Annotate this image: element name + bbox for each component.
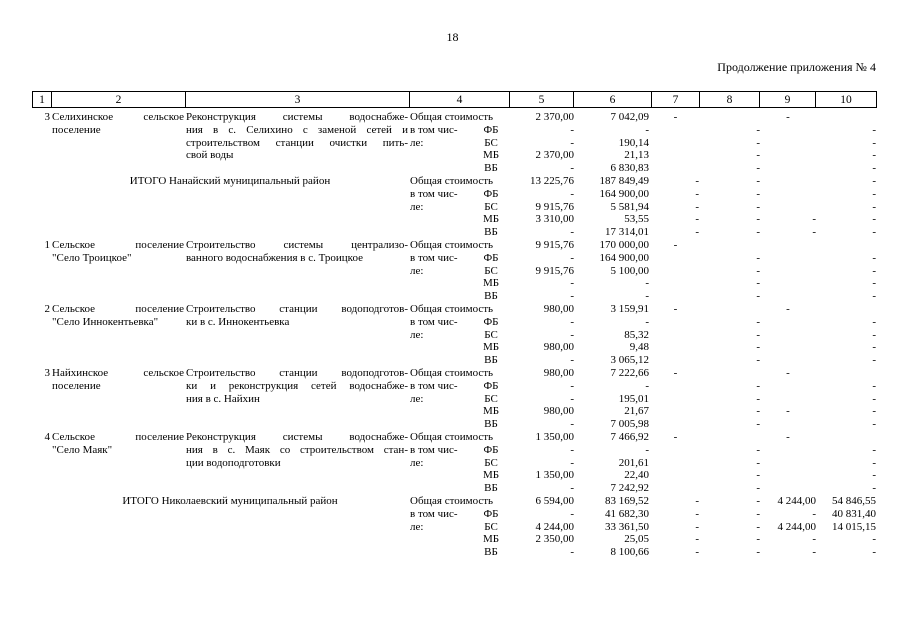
row-number: 4 [44,430,50,443]
funding-source: БС [484,520,498,533]
value-col6: 85,32 [624,328,649,341]
cost-label: ле: [410,200,424,213]
settlement-name: поселение [52,379,101,392]
table-row [32,341,877,354]
value-col5: - [570,226,574,239]
value-col10: - [872,443,876,456]
table-row [32,418,877,431]
value-col8: - [756,341,760,354]
cost-label: Общая стоимость [410,430,494,443]
value-col5: - [570,123,574,136]
table-row [32,149,877,162]
value-col5: 2 370,00 [535,111,574,123]
value-col5: 980,00 [543,341,574,354]
value-col7: - [695,200,699,213]
value-col8: - [756,507,760,520]
value-col9: 4 244,00 [777,520,816,533]
value-col6: 187 849,49 [599,174,649,187]
funding-source: ФБ [483,443,499,456]
value-col10: - [872,418,876,431]
settlement-name: "Село Иннокентьевка" [52,315,159,328]
value-col9: - [812,546,816,559]
funding-source: ВБ [484,546,498,559]
value-col5: 3 310,00 [535,213,574,226]
cost-label: в том чис- [410,123,458,136]
value-col8: - [756,392,760,405]
value-col5: - [570,392,574,405]
funding-source: ВБ [484,162,498,175]
value-col8: - [756,405,760,418]
value-col6: - [645,290,649,303]
value-col6: 41 682,30 [605,507,649,520]
table-row [32,393,877,406]
value-col5: - [570,482,574,495]
value-col5: 2 350,00 [535,533,574,546]
funding-source: ВБ [484,290,498,303]
settlement-name: Найхинское сельское [52,366,184,379]
value-col8: - [756,354,760,367]
value-col10: - [872,482,876,495]
table-row [32,508,877,521]
value-col8: - [756,162,760,175]
row-number: 3 [44,111,50,123]
value-col7: - [695,226,699,239]
table-row [32,111,877,124]
table-row [32,444,877,457]
table-row [32,252,877,265]
value-col10: - [872,533,876,546]
funding-source: МБ [482,213,500,226]
funding-source: ФБ [483,315,499,328]
value-col10: - [872,456,876,469]
value-col6: 5 100,00 [610,264,649,277]
value-col6: 7 005,98 [610,418,649,431]
funding-source: МБ [482,149,500,162]
total-row [32,175,877,239]
value-col5: 980,00 [543,405,574,418]
funding-source: ВБ [484,482,498,495]
value-col9: - [812,533,816,546]
settlement-name: Сельское поселение [52,238,184,251]
project-description: свой воды [186,149,234,162]
settlement-name: Сельское поселение [52,430,184,443]
table-row [32,546,877,559]
value-col8: - [756,315,760,328]
cost-label: в том чис- [410,379,458,392]
value-col5: - [570,418,574,431]
value-col5: 9 915,76 [535,238,574,251]
header-cell: 4 [410,91,510,108]
value-col5: 4 244,00 [535,520,574,533]
value-col5: - [570,136,574,149]
cost-label: Общая стоимость [410,111,494,123]
value-col5: 980,00 [543,366,574,379]
header-cell: 9 [760,91,816,108]
value-col10: - [872,405,876,418]
table-row [32,239,877,252]
settlement-name: "Село Маяк" [52,443,113,456]
cost-label: Общая стоимость [410,366,494,379]
value-col5: 1 350,00 [535,430,574,443]
value-col7: - [673,430,678,443]
project-row [32,367,877,431]
value-col10: - [872,136,876,149]
project-description: ки в с. Иннокентьевка [186,315,290,328]
header-cell: 5 [510,91,574,108]
value-col9: - [812,213,816,226]
value-col6: 83 169,52 [605,494,649,507]
project-description: Реконструкция системы водоснабже- [186,111,408,123]
value-col8: - [756,469,760,482]
value-col6: 170 000,00 [599,238,649,251]
value-col7: - [695,546,699,559]
value-col10: - [872,123,876,136]
value-col10: - [872,315,876,328]
funding-source: ФБ [483,187,499,200]
value-col8: - [756,328,760,341]
funding-source: БС [484,328,498,341]
project-description: Строительство станции водоподготов- [186,366,408,379]
funding-source: БС [484,392,498,405]
settlement-name: Сельское поселение [52,302,184,315]
value-col10: - [872,290,876,303]
value-col5: 13 225,76 [530,174,574,187]
cost-label: ле: [410,392,424,405]
value-col5: - [570,162,574,175]
value-col5: - [570,187,574,200]
value-col6: 21,67 [624,405,649,418]
settlement-name: Селихинское сельское [52,111,184,123]
project-description: Реконструкция системы водоснабже- [186,430,408,443]
funding-source: МБ [482,405,500,418]
value-col10: - [872,392,876,405]
funding-source: ФБ [483,251,499,264]
value-col5: 6 594,00 [535,494,574,507]
value-col6: 7 042,09 [610,111,649,123]
value-col10: - [872,149,876,162]
value-col7: - [673,238,678,251]
funding-source: ВБ [484,226,498,239]
value-col8: - [756,200,760,213]
value-col8: - [756,494,760,507]
value-col5: - [570,443,574,456]
value-col8: - [756,226,760,239]
table-row [32,316,877,329]
value-col6: - [645,123,649,136]
value-col5: 9 915,76 [535,200,574,213]
cost-label: ле: [410,264,424,277]
table-row [32,521,877,534]
table-row [32,213,877,226]
value-col6: 6 830,83 [610,162,649,175]
table-row [32,188,877,201]
project-description: ции водоподготовки [186,456,281,469]
funding-source: МБ [482,341,500,354]
value-col6: 53,55 [624,213,649,226]
settlement-name: "Село Троицкое" [52,251,132,264]
table-row [32,533,877,546]
value-col10: - [872,469,876,482]
table-row [32,367,877,380]
value-col6: 7 222,66 [610,366,649,379]
value-col10: - [872,264,876,277]
value-col5: - [570,354,574,367]
value-col7: - [695,533,699,546]
value-col5: - [570,277,574,290]
cost-label: в том чис- [410,315,458,328]
value-col8: - [756,443,760,456]
value-col6: 190,14 [618,136,649,149]
table-row [32,124,877,137]
value-col10: - [872,187,876,200]
funding-source: ФБ [483,379,499,392]
value-col7: - [673,366,678,379]
value-col5: 9 915,76 [535,264,574,277]
value-col5: - [570,507,574,520]
table-row [32,201,877,214]
total-label: ИТОГО Нанайский муниципальный район [129,174,331,187]
value-col8: - [756,482,760,495]
value-col10: - [872,277,876,290]
value-col6: 195,01 [618,392,649,405]
project-description: ния в с. Селихино с заменой сетей и [186,123,408,136]
header-cell: 1 [32,91,52,108]
value-col5: 980,00 [543,302,574,315]
table-row [32,277,877,290]
value-col6: 164 900,00 [599,187,649,200]
project-description: строительством станции очистки пить- [186,136,408,149]
table-row [32,354,877,367]
value-col10: - [872,341,876,354]
value-col7: - [695,494,699,507]
table-row [32,162,877,175]
header-cell: 10 [816,91,877,108]
project-description: ки и реконструкция сетей водоснабже- [186,379,408,392]
project-row [32,111,877,175]
value-col7: - [695,213,699,226]
cost-label: в том чис- [410,251,458,264]
project-description: ния в с. Маяк со строительством стан- [186,443,408,456]
row-number: 2 [44,302,50,315]
header-cell: 6 [574,91,652,108]
project-description: ванного водоснабжения в с. Троицкое [186,251,363,264]
value-col8: - [756,456,760,469]
value-col8: - [756,290,760,303]
value-col7: - [695,520,699,533]
cost-label: в том чис- [410,507,458,520]
header-cell: 7 [652,91,700,108]
value-col6: - [645,315,649,328]
table-row [32,290,877,303]
project-description: Строительство станции водоподготов- [186,302,408,315]
project-row [32,431,877,495]
funding-source: БС [484,456,498,469]
table-row [32,482,877,495]
value-col6: 201,61 [618,456,649,469]
funding-source: МБ [482,533,500,546]
value-col9: - [786,302,790,315]
table-row [32,226,877,239]
cost-label: ле: [410,456,424,469]
value-col7: - [695,174,699,187]
value-col10: - [872,162,876,175]
project-description: Строительство системы централизо- [186,238,408,251]
table-row [32,380,877,393]
value-col6: - [645,277,649,290]
value-col6: 3 159,91 [610,302,649,315]
settlement-name: поселение [52,123,101,136]
funding-source: МБ [482,277,500,290]
value-col8: - [756,213,760,226]
value-col6: 33 361,50 [605,520,649,533]
header-cell: 2 [52,91,186,108]
table-body [32,111,877,559]
value-col8: - [756,187,760,200]
value-col7: - [695,507,699,520]
table-row [32,265,877,278]
value-col5: - [570,328,574,341]
funding-source: ФБ [483,507,499,520]
value-col6: 17 314,01 [605,226,649,239]
value-col8: - [756,546,760,559]
value-col5: - [570,456,574,469]
cost-label: ле: [410,520,424,533]
funding-source: БС [484,200,498,213]
value-col6: 3 065,12 [610,354,649,367]
value-col6: 7 466,92 [610,430,649,443]
funding-source: ВБ [484,418,498,431]
cost-label: Общая стоимость [410,238,494,251]
value-col8: - [756,123,760,136]
value-col6: 7 242,92 [610,482,649,495]
value-col8: - [756,136,760,149]
cost-label: в том чис- [410,187,458,200]
table-row [32,405,877,418]
value-col10: 14 015,15 [832,520,876,533]
value-col5: - [570,546,574,559]
project-row [32,303,877,367]
value-col8: - [756,174,760,187]
funding-source: МБ [482,469,500,482]
value-col6: 8 100,66 [610,546,649,559]
total-row [32,495,877,559]
cost-label: Общая стоимость [410,302,494,315]
table-row [32,457,877,470]
value-col8: - [756,149,760,162]
value-col6: 25,05 [624,533,649,546]
value-col8: - [756,264,760,277]
value-col10: - [872,226,876,239]
value-col6: - [645,379,649,392]
cost-label: ле: [410,328,424,341]
value-col9: 4 244,00 [777,494,816,507]
table-row [32,137,877,150]
value-col9: - [786,366,790,379]
value-col5: - [570,251,574,264]
value-col7: - [695,187,699,200]
value-col8: - [756,418,760,431]
value-col9: - [786,111,790,123]
value-col8: - [756,533,760,546]
value-col9: - [812,507,816,520]
value-col6: - [645,443,649,456]
value-col5: 2 370,00 [535,149,574,162]
value-col10: - [872,200,876,213]
value-col6: 21,13 [624,149,649,162]
header-cell: 3 [186,91,410,108]
table-row [32,431,877,444]
value-col8: - [756,277,760,290]
value-col10: - [872,354,876,367]
value-col6: 164 900,00 [599,251,649,264]
value-col5: 1 350,00 [535,469,574,482]
row-number: 3 [44,366,50,379]
funding-source: БС [484,136,498,149]
total-label: ИТОГО Николаевский муниципальный район [122,494,338,507]
value-col10: 40 831,40 [832,507,876,520]
table-header [32,91,877,108]
header-cell: 8 [700,91,760,108]
cost-label: Общая стоимость [410,174,494,187]
value-col9: - [786,430,790,443]
value-col10: - [872,379,876,392]
continuation-caption: Продолжение приложения № 4 [717,60,876,74]
cost-label: Общая стоимость [410,494,494,507]
value-col5: - [570,290,574,303]
value-col10: 54 846,55 [832,494,876,507]
funding-source: ВБ [484,354,498,367]
value-col8: - [756,520,760,533]
value-col10: - [872,546,876,559]
value-col7: - [673,111,678,123]
value-col5: - [570,315,574,328]
value-col8: - [756,379,760,392]
value-col10: - [872,174,876,187]
row-number: 1 [44,238,50,251]
table-row [32,303,877,316]
page-number: 18 [446,30,459,44]
value-col10: - [872,213,876,226]
value-col6: 22,40 [624,469,649,482]
value-col9: - [786,405,790,418]
value-col8: - [756,251,760,264]
value-col6: 5 581,94 [610,200,649,213]
value-col5: - [570,379,574,392]
value-col9: - [812,226,816,239]
project-description: ния в с. Найхин [186,392,260,405]
value-col6: 9,48 [629,341,649,354]
value-col7: - [673,302,678,315]
table-row [32,469,877,482]
table-row [32,175,877,188]
value-col10: - [872,328,876,341]
cost-label: ле: [410,136,424,149]
funding-source: ФБ [483,123,499,136]
table-row [32,495,877,508]
funding-source: БС [484,264,498,277]
project-row [32,239,877,303]
cost-label: в том чис- [410,443,458,456]
value-col10: - [872,251,876,264]
table-row [32,329,877,342]
